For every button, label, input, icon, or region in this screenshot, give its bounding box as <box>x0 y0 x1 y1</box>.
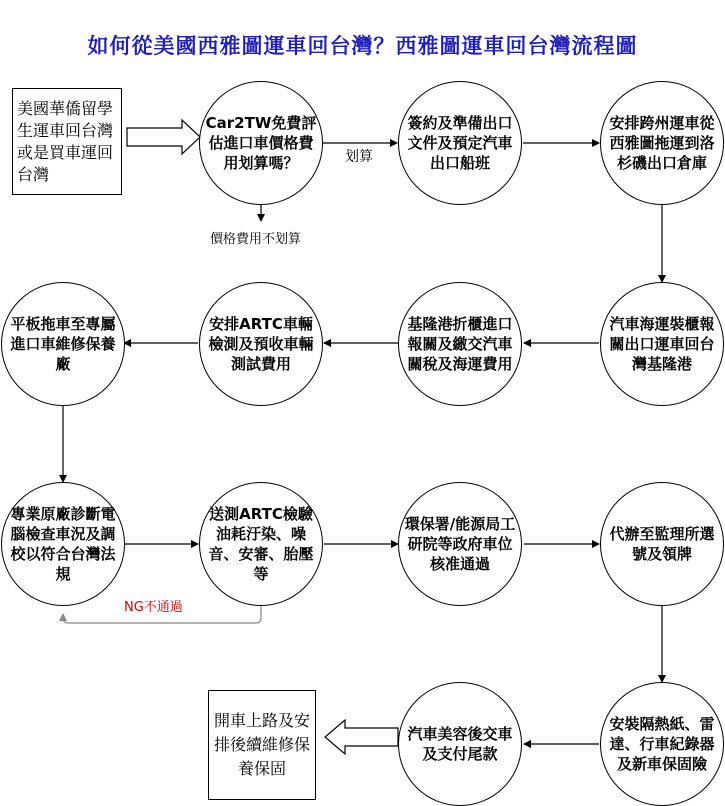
step-circle-12 <box>600 682 724 806</box>
step-circle-10-text: 環保署/能源局工研院等政府車位核准通過 <box>404 515 516 573</box>
step-circle-8 <box>1 482 125 606</box>
step-circle-6 <box>199 282 323 406</box>
step-circle-13-text: 汽車美容後交車及支付尾款 <box>407 725 513 763</box>
step-circle-5 <box>398 282 522 406</box>
step-circle-13 <box>398 682 522 806</box>
diagram-title: 如何從美國西雅圖運車回台灣？西雅圖運車回台灣流程圖 <box>87 34 638 58</box>
end-box <box>208 690 316 800</box>
step-circle-6-text: 安排ARTC車輛檢測及預收車輛測試費用 <box>208 315 314 373</box>
step-circle-2-text: 簽約及準備出口文件及預定汽車出口船班 <box>407 114 513 172</box>
step-circle-3 <box>600 81 724 205</box>
step-circle-1 <box>199 81 323 205</box>
step-circle-12-text: 安裝隔熱紙、雷達、行車紀錄器及新車保固險 <box>609 715 715 773</box>
step-circle-11-text: 代辦至監理所選號及領牌 <box>609 525 715 563</box>
step-circle-5-text: 基隆港折櫃進口報關及繳交汽車關稅及海運費用 <box>407 315 513 373</box>
step-circle-4-text: 汽車海運裝櫃報關出口運車回台灣基隆港 <box>609 315 715 373</box>
edge-label-worth: 划算 <box>345 149 373 165</box>
edge-label-not-worth: 價格費用不划算 <box>210 232 302 247</box>
start-box-text: 美國華僑留學生運車回台灣或是買車運回台灣 <box>17 98 114 184</box>
step-circle-8-text: 專業原廠診斷電腦檢查車況及調校以符合台灣法規 <box>10 505 116 583</box>
step-circle-3-text: 安排跨州運車從西雅圖拖運到洛杉磯出口倉庫 <box>609 114 715 172</box>
edge-label-ng: NG不通過 <box>124 600 183 615</box>
start-box <box>12 88 122 195</box>
step-circle-7-text: 平板拖車至專屬進口車維修保養廠 <box>10 315 116 373</box>
block-arrow-start <box>127 120 200 154</box>
step-circle-4 <box>600 282 724 406</box>
step-circle-1-text: Car2TW免費評估進口車價格費用划算嗎？ <box>205 114 317 172</box>
step-circle-9 <box>199 482 323 606</box>
step-circle-7 <box>1 282 125 406</box>
step-circle-9-text: 送測ARTC檢驗油耗汙染、噪音、安審、胎壓等 <box>208 505 314 583</box>
step-circle-10 <box>398 482 522 606</box>
end-box-text: 開車上路及安排後續維修保養保固 <box>213 711 310 778</box>
step-circle-2 <box>398 81 522 205</box>
step-circle-11 <box>600 482 724 606</box>
block-arrow-end <box>325 720 398 754</box>
